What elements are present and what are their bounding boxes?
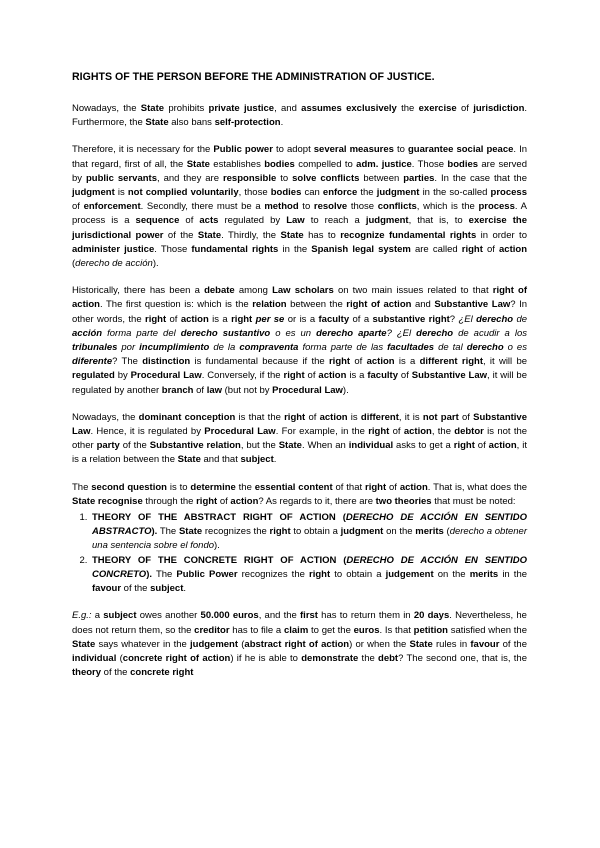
text-run: dominant conception [138,411,236,423]
text-run: recognizes the [237,568,309,580]
text-run: conflicts [377,201,417,213]
text-run: concrete right [130,667,194,679]
text-run: of [179,215,200,227]
text-run: enforce [322,187,358,199]
text-run: . Those [411,158,448,170]
theories-list [72,511,527,596]
text-run: merits [469,568,499,580]
text-run: satisfied when the [447,624,527,636]
text-run: of [350,356,367,368]
text-run: Substantive Law [434,299,511,311]
text-run: ). [152,258,159,270]
text-run: forma parte del [102,327,181,339]
text-run: favour [470,638,500,650]
text-run: petition [413,624,448,636]
text-run: (but not by [222,384,273,396]
text-run: recognizes the [202,526,270,538]
text-run: of [474,440,489,452]
text-run: public servants [85,172,157,184]
text-run: debtor [454,426,484,438]
text-run: a [91,610,104,622]
text-run: enforcement [83,201,141,213]
text-run: action [488,440,517,452]
text-run: judgment [376,187,420,199]
text-run: derecho a obtener una sentencia sobre el fondo [92,526,527,552]
text-run: resolve [313,201,348,213]
text-run: of [72,201,84,213]
text-run: branch [161,384,194,396]
text-run: o es un [270,327,317,339]
text-run: of the [499,638,527,650]
text-run: says whatever in the [95,638,190,650]
text-run: action [366,356,395,368]
text-run: ? ¿El [386,327,417,339]
text-run: first [300,610,318,622]
text-run: second question [91,481,167,493]
text-run: Law [286,215,305,227]
text-run: . In the case that the [434,172,528,184]
text-run: fundamental rights [191,243,279,255]
text-run: of [458,411,474,423]
text-run: in order to [476,229,527,241]
text-run: . A process is a [72,201,527,227]
text-run: by [114,370,131,382]
text-run: Substantive Law [411,370,488,382]
text-run: subject [240,454,274,466]
text-run: forma parte de las [298,342,388,354]
text-run: o es [503,342,527,354]
text-run: is to [166,481,191,493]
text-run: individual [348,440,394,452]
text-run: is a [346,370,368,382]
text-run: favour [92,583,122,595]
text-run: regulated [72,370,115,382]
text-run: in the so-called [419,187,491,199]
text-run: of that [332,481,366,493]
text-run: faculty [318,313,350,325]
text-run: State [280,229,304,241]
text-run: , it is [398,411,423,423]
text-run: derecho de acción [75,258,153,270]
text-run: of [389,426,404,438]
text-run: debt [378,652,399,664]
text-run: . That is, what does the [427,481,528,493]
text-run: , and they are [156,172,223,184]
text-run: private justice [208,103,275,114]
text-run: prohibits [164,103,209,114]
text-run: is [114,187,128,199]
text-run: is fundamental because if the [190,356,329,368]
text-run: right of action [72,285,527,311]
text-run: creditor [194,624,230,636]
text-run: has to [303,229,341,241]
text-run: of [456,103,474,114]
text-run: debate [204,285,235,297]
text-run: adm. justice [356,158,412,170]
text-run: asks to get a [393,440,454,452]
text-run: method [264,201,299,213]
text-run: in the [498,568,528,580]
text-run: bodies [264,158,295,170]
text-run: subject [150,583,184,595]
text-run: right [269,526,291,538]
text-run: process [490,187,527,199]
text-run: to obtain a [290,526,341,538]
text-run: derecho sustantivo [180,327,271,339]
text-run: right of action [346,299,412,311]
text-run: of the [121,583,151,595]
document-title: RIGHTS OF THE PERSON BEFORE THE ADMINISTRATION OF JUSTICE. [72,71,435,83]
text-run: of [193,384,207,396]
text-run: of [304,370,319,382]
text-run: theory [72,667,102,679]
text-run: right [368,426,390,438]
text-run: party [96,440,120,452]
text-run: of the [119,440,150,452]
text-run: Therefore, it is necessary for the [72,144,214,156]
text-run: , and the [258,610,301,622]
text-run: determine [190,481,236,493]
text-run: self-protection [214,117,281,129]
paragraph-intro [72,102,527,130]
text-run: derecho aparte [316,327,387,339]
text-run: . Hence, it is regulated by [90,426,205,438]
text-run: through the [142,495,197,507]
text-run: solve conflicts [292,172,360,184]
text-run: . Thirdly, the [221,229,281,241]
text-run: owes another [136,610,201,622]
text-run: Nowadays, the [72,411,139,423]
text-run: ( [443,526,450,538]
text-run: , that is, to [408,215,469,227]
text-run: de tal [434,342,467,354]
text-run: that must be noted: [431,495,516,507]
text-run: compelled to [294,158,357,170]
text-run: State [140,103,165,114]
text-run: State [197,229,222,241]
text-run: right [231,313,253,325]
text-run: . Conversely, if the [201,370,284,382]
text-run: compraventa [239,342,299,354]
text-run: two theories [375,495,432,507]
text-run: DERECHO DE ACCIÓN EN SENTIDO ABSTRACTO [92,512,527,538]
text-run: The [152,568,177,580]
text-run: action [403,426,432,438]
text-run: is that the [235,411,285,423]
text-run: diferente [72,356,113,368]
text-run: action [499,243,527,255]
text-run: derecho [416,327,454,339]
text-run: and that [200,454,241,466]
text-run: State [278,440,302,452]
text-run: State [178,526,203,538]
text-run: bodies [447,158,479,170]
text-run: ) if he is able to [230,652,302,664]
text-run: recognize fundamental rights [340,229,477,241]
text-run: to [276,172,293,184]
text-run: action [180,313,209,325]
text-run: The [72,481,92,493]
text-run: DERECHO DE ACCIÓN EN SENTIDO CONCRETO [92,554,527,580]
text-run: right [328,356,351,368]
text-run: . Secondly, there must be a [140,201,265,213]
text-run: State recognise [72,495,143,507]
text-run: , it will be regulated by another [72,370,528,396]
text-run: . Those [154,243,192,255]
text-run: State [186,158,210,170]
text-run: action [318,370,347,382]
text-run: the [357,187,377,199]
text-run: subject [103,610,137,622]
text-run: can [301,187,323,199]
text-run: State [72,638,96,650]
text-run: Procedural Law [130,370,202,382]
text-run: is not the other [72,426,528,452]
text-run: of the [163,229,198,241]
text-run: judgment [72,187,115,199]
text-run: of the [101,667,131,679]
text-run: of a [349,313,373,325]
text-run: faculty [367,370,398,382]
text-run: the [235,481,255,493]
paragraph-dominant-conception [72,411,527,468]
text-run: to [393,144,408,156]
text-run: . Furthermore, the [72,103,528,129]
text-run: Substantive Law [72,411,527,438]
text-run: ¿El [458,313,477,325]
text-run: bodies [270,187,302,199]
text-run: different right [419,356,483,368]
text-run: Public power [213,144,273,156]
text-run: ? The [112,356,143,368]
text-run: relation [252,299,287,311]
text-run: assumes exclusively [301,103,397,114]
text-run: not complied voluntarily [127,187,239,199]
text-run: different [360,411,399,423]
text-run: , it will be [483,356,528,368]
text-run: among [234,285,273,297]
text-run: ( [238,638,245,650]
text-run: jurisdiction [473,103,525,114]
text-run: concrete right of action [122,652,231,664]
text-run: the [358,652,379,664]
text-run: essential content [254,481,333,493]
text-run: ). [151,526,158,538]
text-run: , those [238,187,271,199]
text-run: . For example, in the [275,426,369,438]
text-run: law [206,384,222,396]
text-run: are called [410,243,462,255]
text-run: not part [422,411,459,423]
text-run: tribunales [72,342,118,354]
text-run: State [177,454,201,466]
text-run: THEORY OF THE CONCRETE RIGHT OF ACTION ( [92,554,347,566]
text-run: of [482,243,500,255]
paragraph-example [72,609,527,680]
paragraph-public-power [72,143,527,271]
text-run: action [319,411,348,423]
text-run: . Is that [379,624,414,636]
text-run: exercise [418,103,457,114]
text-run: abstract right of action [244,638,350,650]
text-run: to obtain a [330,568,386,580]
text-run: ). [214,540,220,552]
text-run: ). [146,568,153,580]
text-run: process [478,201,515,213]
text-run: on the [433,568,470,580]
text-run: facultades [387,342,435,354]
text-run: distinction [142,356,191,368]
text-run: 50.000 euros [200,610,259,622]
text-run: E.g.: [72,610,92,622]
text-run: Procedural Law [204,426,276,438]
text-run: State [145,117,169,129]
text-run: ? As regards to it, there are [258,495,376,507]
text-run: acts [199,215,219,227]
text-run: ? In other words, the [72,299,527,325]
text-run: ) or when the [349,638,410,650]
text-run: right [196,495,218,507]
text-run: State [409,638,433,650]
text-run: to adopt [272,144,314,156]
text-run: ). [342,384,349,396]
text-run: of [397,370,412,382]
text-run: administer justice [72,243,155,255]
text-run: to get the [308,624,354,636]
text-run: the [396,103,419,114]
text-run: ( [116,652,123,664]
text-run: regulated by [218,215,287,227]
text-run: claim [283,624,309,636]
text-run: establishes [209,158,265,170]
text-run: to [298,201,314,213]
text-run: substantive right [372,313,450,325]
text-run: right [145,313,167,325]
text-run: right [365,481,387,493]
text-run: euros [353,624,380,636]
document-body [72,70,527,680]
text-run: ? [449,313,459,325]
text-run: . [280,117,284,129]
text-run: demonstrate [301,652,359,664]
paragraph-historical-debate [72,284,527,398]
text-run: , it is a relation between the [72,440,527,466]
text-run: 20 days [413,610,450,622]
text-run: on the [383,526,416,538]
text-run: parties [403,172,435,184]
text-run: of [305,411,320,423]
text-run: are served by [72,158,528,184]
text-run: . In that regard, first of all, the [72,144,528,170]
text-run: judgement [190,638,239,650]
text-run: . The first question is: which is the [99,299,253,311]
text-run: between the [286,299,347,311]
text-run: also bans [168,117,215,129]
text-run: acción [72,327,103,339]
text-run: and [411,299,435,311]
text-run: or is a [284,313,319,325]
text-run: Public Power [176,568,238,580]
text-run: ? The second one, that is, the [398,652,527,664]
text-run: right [284,411,306,423]
text-run: . [183,583,187,595]
text-run: , but the [240,440,279,452]
text-run: por [117,342,140,354]
text-run: merits [415,526,444,538]
text-run: of [166,313,181,325]
text-run: rules in [432,638,471,650]
text-run: de la [209,342,240,354]
text-run: de acudir a los [453,327,527,339]
text-run: , which is the [416,201,479,213]
paragraph-second-question [72,481,527,509]
text-run: Law scholars [272,285,334,297]
text-run: of [386,481,400,493]
text-run: right [309,568,331,580]
text-run: right [453,440,475,452]
theory-abstract-item [90,511,527,554]
text-run: guarantee social peace [408,144,514,156]
text-run: judgement [385,568,434,580]
text-run: Substantive relation [149,440,241,452]
text-run: , the [431,426,455,438]
text-run: per se [255,313,285,325]
text-run: those [347,201,378,213]
text-run: action [230,495,259,507]
text-run: . When an [301,440,349,452]
text-run: de [513,313,528,325]
text-run: is a [394,356,420,368]
text-run: derecho [476,313,514,325]
text-run: Procedural Law [272,384,343,396]
text-run: Spanish legal system [311,243,411,255]
text-run: ( [72,258,76,270]
text-run: . [273,454,277,466]
text-run: has to return them in [317,610,414,622]
text-run: is a [208,313,232,325]
text-run: right [283,370,305,382]
text-run: several measures [313,144,394,156]
text-run: . Nevertheless, he does not return them, so the [72,610,527,636]
text-run: judgment [365,215,409,227]
text-run: judgment [340,526,384,538]
text-run: derecho [466,342,504,354]
text-run: Historically, there has been a [72,285,205,297]
theory-concrete-item [90,554,527,597]
text-run: incumplimiento [139,342,210,354]
text-run: responsible [222,172,277,184]
text-run: in the [278,243,312,255]
text-run: is [347,411,361,423]
text-run: Nowadays, the [72,103,141,114]
text-run: has to file a [229,624,284,636]
text-run: of [217,495,231,507]
text-run: right [461,243,483,255]
text-run: between [359,172,404,184]
text-run: action [399,481,428,493]
text-run: THEORY OF THE ABSTRACT RIGHT OF ACTION ( [92,512,346,524]
text-run: , and [274,103,302,114]
text-run: individual [72,652,117,664]
text-run: on two main issues related to that [333,285,493,297]
text-run: The [157,526,179,538]
text-run: exercise the jurisdictional power [72,215,528,241]
text-run: to reach a [304,215,366,227]
text-run: sequence [135,215,180,227]
